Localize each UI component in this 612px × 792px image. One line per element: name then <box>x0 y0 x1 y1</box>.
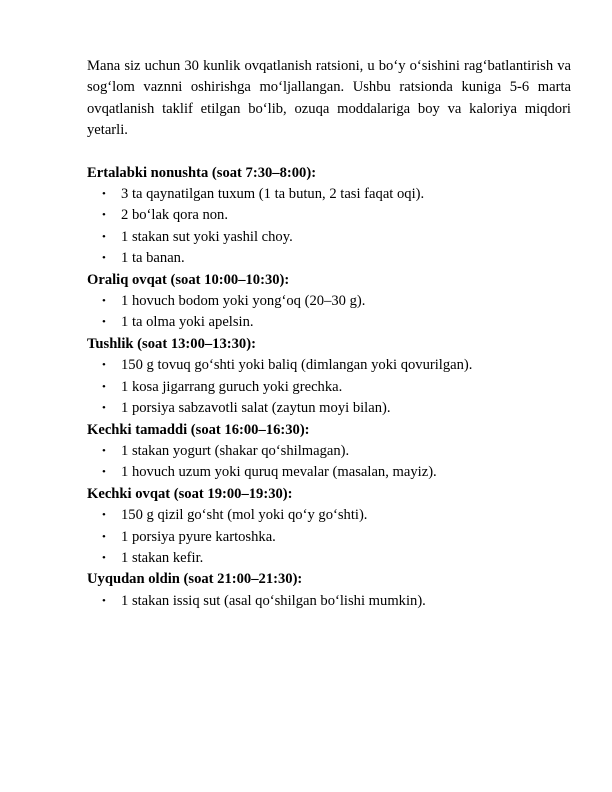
list-item-text: 1 stakan sut yoki yashil choy. <box>121 228 293 245</box>
meal-section <box>87 334 571 420</box>
list-item-text: 1 ta banan. <box>121 250 185 267</box>
bullet-icon: • <box>102 402 106 415</box>
bullet-icon: • <box>102 380 106 393</box>
document-page <box>87 56 571 612</box>
bullet-list <box>87 505 571 569</box>
list-item <box>87 462 571 483</box>
section-title: Oraliq ovqat (soat 10:00–10:30): <box>87 271 290 288</box>
list-item-text: 1 stakan yogurt (shakar qo‘shilmagan). <box>121 442 350 459</box>
section-title: Kechki ovqat (soat 19:00–19:30): <box>87 485 293 502</box>
section-title: Uyqudan oldin (soat 21:00–21:30): <box>87 571 303 588</box>
meal-section <box>87 270 571 334</box>
list-item-text: 150 g qizil go‘sht (mol yoki qo‘y go‘shti). <box>121 507 368 524</box>
bullet-icon: • <box>102 466 106 479</box>
bullet-icon: • <box>102 509 106 522</box>
list-item-text: 1 stakan issiq sut (asal qo‘shilgan bo‘lishi mumkin). <box>121 592 426 609</box>
intro-paragraph: Mana siz uchun 30 kunlik ovqatlanish ratsioni, u bo‘y o‘sishini rag‘batlantirish va sog‘lom vaznni oshirishga mo‘ljallangan. Ushbu ratsionda kuniga 5-6 marta ovqatlanish taklif etilgan bo‘lib, ozuqa moddalariga boy va kaloriya miqdori yetarli. <box>87 58 571 139</box>
paragraph-spacer <box>87 142 571 163</box>
meal-sections <box>87 163 571 613</box>
bullet-icon: • <box>102 295 106 308</box>
bullet-icon: • <box>102 188 106 201</box>
bullet-list <box>87 591 571 612</box>
list-item-text: 1 kosa jigarrang guruch yoki grechka. <box>121 378 343 395</box>
bullet-icon: • <box>102 359 106 372</box>
bullet-icon: • <box>102 209 106 222</box>
list-item-text: 2 bo‘lak qora non. <box>121 207 228 224</box>
bullet-icon: • <box>102 230 106 243</box>
list-item-text: 1 hovuch bodom yoki yong‘oq (20–30 g). <box>121 293 366 310</box>
meal-section <box>87 569 571 612</box>
list-item <box>87 291 571 312</box>
meal-section <box>87 420 571 484</box>
list-item <box>87 548 571 569</box>
bullet-list <box>87 441 571 484</box>
bullet-icon: • <box>102 551 106 564</box>
bullet-icon: • <box>102 444 106 457</box>
list-item <box>87 441 571 462</box>
list-item <box>87 205 571 226</box>
list-item-text: 1 hovuch uzum yoki quruq mevalar (masalan, mayiz). <box>121 464 437 481</box>
list-item-text: 3 ta qaynatilgan tuxum (1 ta butun, 2 tasi faqat oqi). <box>121 186 425 203</box>
bullet-icon: • <box>102 316 106 329</box>
list-item <box>87 591 571 612</box>
bullet-icon: • <box>102 530 106 543</box>
list-item <box>87 312 571 333</box>
list-item-text: 1 porsiya pyure kartoshka. <box>121 528 276 545</box>
bullet-icon: • <box>102 594 106 607</box>
section-title: Kechki tamaddi (soat 16:00–16:30): <box>87 421 310 438</box>
list-item <box>87 184 571 205</box>
section-title: Tushlik (soat 13:00–13:30): <box>87 335 256 352</box>
list-item <box>87 398 571 419</box>
list-item-text: 150 g tovuq go‘shti yoki baliq (dimlangan yoki qovurilgan). <box>121 357 473 374</box>
list-item <box>87 248 571 269</box>
bullet-icon: • <box>102 252 106 265</box>
bullet-list <box>87 355 571 419</box>
meal-section <box>87 163 571 270</box>
list-item-text: 1 stakan kefir. <box>121 549 204 566</box>
list-item <box>87 227 571 248</box>
bullet-list <box>87 291 571 334</box>
list-item <box>87 527 571 548</box>
section-title: Ertalabki nonushta (soat 7:30–8:00): <box>87 164 317 181</box>
meal-section <box>87 484 571 570</box>
list-item <box>87 505 571 526</box>
list-item <box>87 377 571 398</box>
list-item <box>87 355 571 376</box>
list-item-text: 1 porsiya sabzavotli salat (zaytun moyi bilan). <box>121 400 391 417</box>
list-item-text: 1 ta olma yoki apelsin. <box>121 314 254 331</box>
bullet-list <box>87 184 571 270</box>
